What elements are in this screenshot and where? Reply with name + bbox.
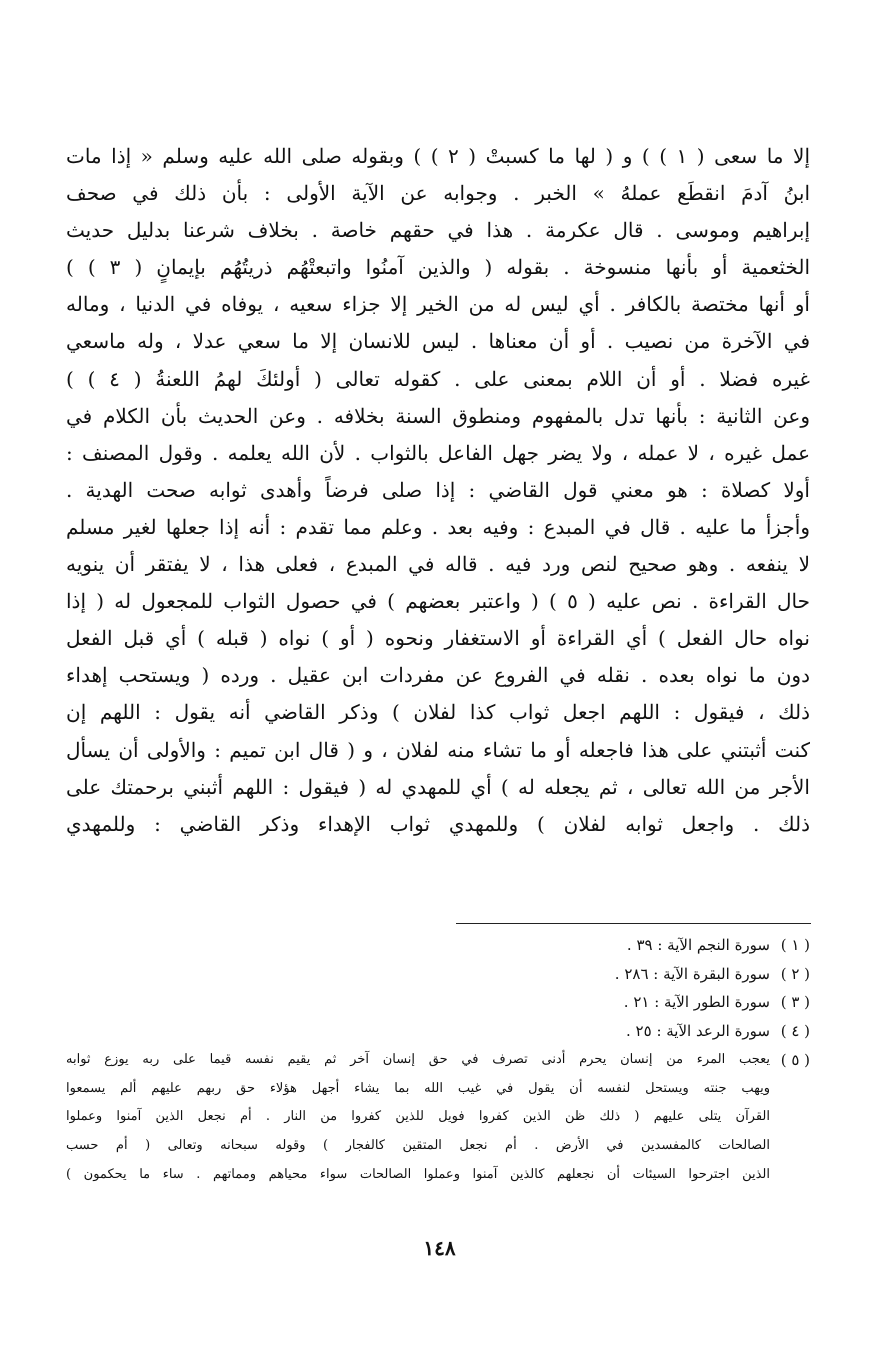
footnote: [66, 1017, 810, 1046]
footnote: [66, 960, 810, 989]
footnote-number: ( ٣ ): [780, 993, 810, 1012]
footnote-line: القرآن يتلى عليهم ( ذلك ظن الذين كفروا فويل للذين كفروا من النار . أم نجعل الذين آمنوا وعملوا: [66, 1109, 770, 1125]
text-line: حال القراءة . نص عليه ( ٥ ) ( واعتبر بعضهم ) في حصول الثواب للمجعول له ( إذا: [66, 589, 810, 614]
text-line: إبراهيم وموسى . قال عكرمة . هذا في حقهم خاصة . بخلاف شرعنا بدليل حديث: [66, 218, 810, 243]
text-line: الخثعمية أو بأنها منسوخة . بقوله ( والذين آمنُوا واتبعتْهُم ذريتُهُم بإيمانٍ ( ٣ ) ): [66, 255, 810, 280]
footnote-text: [66, 960, 770, 989]
footnote-text: [66, 1046, 770, 1189]
text-line: كنت أثبتني على هذا فاجعله أو ما تشاء منه لفلان ، و ( قال ابن تميم : والأولى أن يسأل: [66, 737, 810, 762]
text-line: أو أنها مختصة بالكافر . أي ليس له من الخير إلا جزاء سعيه ، يوفاه في الدنيا ، وماله: [66, 292, 810, 317]
text-line: لا ينفعه . وهو صحيح لنص ورد فيه . قاله في المبدع ، فعلى هذا ، لا يفتقر أن ينويه: [66, 552, 810, 577]
main-text: [66, 138, 810, 843]
text-line: غيره فضلا . أو أن اللام بمعنى على . كقوله تعالى ( أولئكَ لهمُ اللعنةُ ( ٤ ) ): [66, 366, 810, 391]
footnote-line: سورة الرعد الآية : ٢٥ .: [626, 1022, 770, 1041]
text-line: ابنُ آدمَ انقطَع عملهُ » الخبر . وجوابه عن الآية الأولى : بأن ذلك في صحف: [66, 181, 810, 206]
footnote-number: ( ٥ ): [780, 1050, 810, 1069]
text-line: نواه حال الفعل ) أي القراءة أو الاستغفار ونحوه ( أو ) نواه ( قبله ) أي قبل الفعل: [66, 626, 810, 651]
footnote-line: سورة الطور الآية : ٢١ .: [623, 993, 770, 1012]
footnote-number: ( ٢ ): [780, 964, 810, 983]
footnote-line: الذين اجترحوا السيئات أن نجعلهم كالذين آمنوا وعملوا الصالحات سواء محياهم ومماتهم . ساء ما يحكمون ): [66, 1166, 770, 1182]
text-line: إلا ما سعى ( ١ ) ) و ( لها ما كسبتْ ( ٢ ) ) وبقوله صلى الله عليه وسلم « إذا مات: [66, 144, 810, 168]
text-line: ذلك ، فيقول : اللهم اجعل ثواب كذا لفلان ) وذكر القاضي أنه يقول : اللهم إن: [66, 700, 810, 725]
text-line: وعن الثانية : بأنها تدل بالمفهوم ومنطوق السنة بخلافه . وعن الحديث بأن الكلام في: [66, 403, 810, 428]
text-line: وأجزأ ما عليه . قال في المبدع : وفيه بعد . وعلم مما تقدم : أنه إذا جعلها لغير مسلم: [66, 514, 810, 539]
text-line: الأجر من الله تعالى ، ثم يجعله له ) أي للمهدي له ( فيقول : اللهم أثبني برحمتك على: [66, 774, 810, 799]
footnote: [66, 988, 810, 1017]
footnote-text: [66, 931, 770, 960]
text-line: أولا كصلاة : هو معني قول القاضي : إذا صلى فرضاً وأهدى ثوابه صحت الهدية .: [66, 477, 810, 502]
footnote-line: ويهب جنته ويستحل لنفسه أن يقول في غيب الله بما يشاء أجهل هؤلاء حق ربهم عليهم ألم يسمعوا: [66, 1080, 770, 1096]
text-line: عمل غيره ، لا عمله ، ولا يضر جهل الفاعل بالثواب . لأن الله يعلمه . وقول المصنف :: [66, 440, 810, 465]
footnote-text: [66, 988, 770, 1017]
footnote: [66, 931, 810, 960]
text-line: ذلك . واجعل ثوابه لفلان ) وللمهدي ثواب الإهداء وذكر القاضي : وللمهدي: [66, 811, 810, 836]
footnotes: [66, 931, 810, 1189]
footnote-number: ( ١ ): [780, 936, 810, 954]
footnote-number: ( ٤ ): [780, 1022, 810, 1041]
footnote-line: يعجب المرء من إنسان يحرم أدنى تصرف في حق إنسان آخر ثم يقيم نفسه قيما على ربه يوزع ثوابه: [66, 1051, 770, 1067]
footnote-line: الصالحات كالمفسدين في الأرض . أم نجعل المتقين كالفجار ) وقوله سبحانه وتعالى ( أم حسب: [66, 1137, 770, 1153]
footnote-text: [66, 1017, 770, 1046]
footnote: [66, 1046, 810, 1189]
text-line: في الآخرة من نصيب . أو أن معناها . ليس للانسان إلا ما سعي عدلا ، وله ماسعي: [66, 329, 810, 354]
text-line: دون ما نواه بعده . نقله في الفروع عن مفردات ابن عقيل . ورده ( ويستحب إهداء: [66, 663, 810, 688]
footnote-separator: [456, 923, 811, 924]
footnote-line: سورة البقرة الآية : ٢٨٦ .: [614, 964, 770, 983]
page-number: ١٤٨: [423, 1236, 456, 1260]
footnote-line: سورة النجم الآية : ٣٩ .: [626, 936, 770, 954]
